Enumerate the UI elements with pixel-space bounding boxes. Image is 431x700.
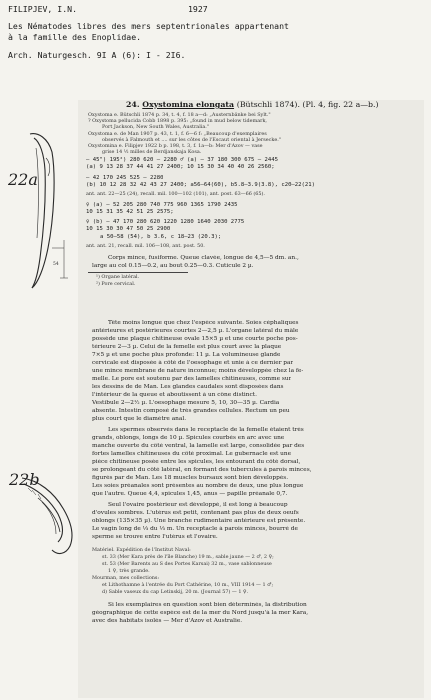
document-page: FILIPJEV, I.N. 1927 Les Nématodes libres des mers septentrionales appartenant à la famille des Enoplidae. Arch. Naturgesch. 9I A (6): I - 2I6. 22a 54 22b 24. Oxystomina elongata (Bütschli 1874). (Pl. 4, fig. 22 a—b.) Oxystoma e. Bütschli 1874 p. 34, t. 4, f. 18 a—d: „Austernbänke bei Sylt." ? Oxystoma pellucida Cobb 1898 p. 395: „found in mud below tidemark, Port Jackson, New South Wales, Australia." Oxystoma e. de Man 1907 p. 43, t. 1, f. 6—6 f: „Beaucoup d'exemplaires observés à Falmouth et .... sur les côtes de l'Escaut oriental à Jersecke." Oxystomina e. Filipjev 1922 b p. 198, t. 3, f. 1a—b: Mer d'Azov — vase grise 14 ½ milles de Berdjanskaja Kosa. — 45") 195²) 280 620 — 2280 ♂ (a) — 37 180 300 675 — 2445 (a) 9 13 28 37 44 41 27 2400; 10 15 30 34 40 40 26 2560; — 42 170 245 525 — 2280 (b) 10 12 28 32 42 43 27 2400; a56—64(60), b5.8—3.9(3.8), c20—22(21) ant. ant. 22—25 (24), recall. mil. 100—102 (101), ant. post. 63—66 (65). ♀ (a) — 52 205 280 740 775 960 1365 1790 2435 10 15 31 35 42 51 25 2575; ♀ (b) — 47 170 280 620 1220 1280 1640 2030 2775 10 15 30 30 47 50 25 2900 a 50—58 (54), b 3.6, c 18—23 (20.3); ant. ant. 21, recall. mil. 106—108, ant. post. 50. Corps mince, fusiforme. Queue clavée, longue de 4,5—5 dm. an., large au col 0.15—0.2, au bout 0.25—0.3. Cuticule 2 µ. ¹) Organe latéral. ²) Pore cervical. Tête moins longue que chez l'espèce suivante. Soies céphaliques antérieures et postérieures courtes 2—2,5 µ. L'organe latéral du mâle possède une plaque chitineuse ovale 15×5 µ et une courte poche pos- térieure 2—3 µ. Celui de la femelle est plus court avec la plaque 7×5 µ et une poche plus profonde: 11 µ. La volumineuse glande cervicale est disposée à côté de l'oesophage et unie à ce dernier par une mince membrane de nature inconnue; moins développée chez la fe- melle. Le pore est soutenu par des lamelles chitineuses, comme sur les dessins de de Man. Les glandes caudales sont disposées dans l'intérieur de la queue et aboutissent à un cône distinct. Vestibule 2—2½ µ. L'oesophage mesure 5, 10, 30—35 µ. Cardia absente. Intestin composé de très grandes cellules. Rectum un peu plus court que le diamètre anal. Les spermes observés dans le receptacle de la femelle étaient très grands, oblongs, longs de 10 µ. Spicules courbés en arc avec une manche ouverte du côté ventral, la lamelle est large, consolidée par des fortes lamelles chitineuses du côté proximal. Le gubernacle est une pièce chitineuse posée entre les spicules, les entourant du côté dorsal, se prolongeant du côté latéral, en formant des tubercules à parois minces, figurés par de Man. Les 18 muscles bursaux sont bien développés. Les soies préanales sont présentes au nombre de deux, une plus longue que l'autre. Queue 4,4, spicules 1,45, anus — papille préanale 0,7. Seul l'ovaire postérieur est développé, il est long à beaucoup d'ovules sombres. L'utérus est petit, contenant pas plus de deux oeufs oblongs (135×35 µ). Une branche rudimentaire antérieure est présente. Le vagin long de ⅓ du ⅓ m. Un receptacle à parois minces, bourré de sperme se trouve entre l'utérus et l'ovaire. Matériel. Expédition de l'Institut Naval: st. 33 (Mer Kara près de l'île Blanche) 19 m., sable jaune — 2 ♂, 2 ♀; st. 53 (Mer Barents au S des Portes Karsai) 32 m., vase sablonneuse 1 ♀, très grande. Mourman, mes collections: et Lithothamne à l'entrée du Port Cathérine, 10 m., VIII 1914 — 1 ♂; d) Sable vaseux du cap Letinskij, 20 m. (Journal 57) — 1 ♀. Si les exemplaires en question sont bien déterminés, la distribution géographique de cette espèce est de la mer du Nord jusqu'à la mer Kara, avec des habitats isolés — Mer d'Azov et Australie. bbox=[0, 0, 431, 700]
description-line: oblongs (135×35 µ). Une branche rudimentaire antérieure est présente. bbox=[92, 518, 306, 524]
description-line: cervicale est disposée à côté de l'oesophage et unie à ce dernier par bbox=[92, 360, 294, 366]
species-entry bbox=[78, 100, 424, 698]
formula-line: (a) 9 13 28 37 44 41 27 2400; 10 15 30 34 40 40 26 2560; bbox=[86, 164, 275, 170]
description-line: térieure 2—3 µ. Celui de la femelle est plus court avec la plaque bbox=[92, 344, 282, 350]
description-line: figurés par de Man. Les 18 muscles bursaux sont bien développés. bbox=[92, 475, 289, 481]
figure-label-22b: 22b bbox=[9, 470, 40, 489]
material-line: st. 53 (Mer Barents au S des Portes Karsai) 32 m., vase sablonneuse bbox=[102, 561, 272, 567]
formula-line: ant. ant. 21, recall. mil. 106—108, ant. post. 50. bbox=[86, 243, 205, 249]
description-line: sperme se trouve entre l'utérus et l'ovaire. bbox=[92, 534, 218, 540]
year: 1927 bbox=[188, 4, 208, 14]
description-line: antérieures et postérieures courtes 2—2,5 µ. L'organe latéral du mâle bbox=[92, 328, 299, 334]
synonymy-line: Oxystomina e. Filipjev 1922 b p. 198, t. 3, f. 1a—b: Mer d'Azov — vase bbox=[88, 143, 263, 149]
description-line: absente. Intestin composé de très grandes cellules. Rectum un peu bbox=[92, 408, 290, 414]
description-line: grands, oblongs, longs de 10 µ. Spicules courbés en arc avec une bbox=[92, 435, 285, 441]
species-heading bbox=[126, 100, 379, 110]
species-number: 24. bbox=[126, 100, 140, 109]
synonymy-line: Oxystoma e. Bütschli 1874 p. 34, t. 4, f. 18 a—d: „Austernbänke bei Sylt." bbox=[88, 112, 271, 118]
figure-label-22a: 22a bbox=[8, 170, 38, 189]
description-line: Vestibule 2—2½ µ. L'oesophage mesure 5, 10, 30—35 µ. Cardia bbox=[92, 400, 280, 406]
material-line: Mourman, mes collections: bbox=[92, 575, 160, 581]
formula-line: — 42 170 245 525 — 2280 bbox=[86, 175, 164, 181]
description-line: une mince membrane de nature inconnue; moins développée chez la fe- bbox=[92, 368, 304, 374]
description-line: que l'autre. Queue 4,4, spicules 1,45, anus — papille préanale 0,7. bbox=[92, 491, 288, 497]
description-line: manche ouverte du côté ventral, la lamelle est large, consolidée par des bbox=[92, 443, 305, 449]
footnote: ¹) Organe latéral. bbox=[96, 274, 140, 280]
formula-line: ant. ant. 22—25 (24), recall. mil. 100—102 (101), ant. post. 63—66 (65). bbox=[86, 191, 265, 197]
description-line: Le vagin long de ⅓ du ⅓ m. Un receptacle à parois minces, bourré de bbox=[92, 526, 298, 532]
body-measurements: large au col 0.15—0.2, au bout 0.25—0.3. Cuticule 2 µ. bbox=[92, 263, 254, 269]
author: FILIPJEV, I.N. bbox=[8, 4, 78, 14]
footnote-rule bbox=[88, 272, 188, 273]
formula-line: ♀ (b) — 47 170 280 620 1220 1280 1640 2030 2775 bbox=[86, 219, 245, 225]
description-line: Seul l'ovaire postérieur est développé, il est long à beaucoup bbox=[108, 502, 288, 508]
figure-22a-drawing bbox=[8, 128, 70, 298]
material-line: 1 ♀, très grande. bbox=[108, 568, 150, 574]
description-line: les dessins de de Man. Les glandes caudales sont disposées dans bbox=[92, 384, 284, 390]
synonymy-line: ? Oxystoma pellucida Cobb 1898 p. 395: „found in mud below tidemark, bbox=[88, 118, 267, 124]
description-line: fortes lamelles chitineuses du côté proximal. Le gubernacle est une bbox=[92, 451, 292, 457]
formula-line: 10 15 30 30 47 50 25 2900 bbox=[86, 226, 171, 232]
description-line: plus court que le diamètre anal. bbox=[92, 416, 187, 422]
synonymy-line: Port Jackson, New South Wales, Australia." bbox=[102, 124, 210, 130]
title-line-1: Les Nématodes libres des mers septentrionales appartenant bbox=[8, 21, 289, 31]
species-name: Oxystomina elongata bbox=[142, 100, 235, 109]
citation: Arch. Naturgesch. 9I A (6): I - 2I6. bbox=[8, 50, 186, 60]
description-line: d'ovules sombres. L'utérus est petit, contenant pas plus de deux oeufs bbox=[92, 510, 299, 516]
material-line: d) Sable vaseux du cap Letinskij, 20 m. (Journal 57) — 1 ♀. bbox=[102, 589, 249, 595]
formula-line: — 45") 195²) 280 620 — 2280 ♂ (a) — 37 180 300 675 — 2445 bbox=[86, 157, 278, 163]
description-line: pièce chitineuse posée entre les spicules, les entourant du côté dorsal, bbox=[92, 459, 301, 465]
conclusion-line: Si les exemplaires en question sont bien déterminés, la distribution bbox=[108, 602, 307, 608]
conclusion-line: géographique de cette espèce est de la mer du Nord jusqu'à la mer Kara, bbox=[92, 610, 309, 616]
formula-line: a 50—58 (54), b 3.6, c 18—23 (20.3); bbox=[100, 234, 222, 240]
material-line: et Lithothamne à l'entrée du Port Cathérine, 10 m., VIII 1914 — 1 ♂; bbox=[102, 582, 274, 588]
description-line: Les soies préanales sont présentes au nombre de deux, une plus longue bbox=[92, 483, 304, 489]
description-line: Les spermes observés dans le receptacle de la femelle étaient très bbox=[108, 427, 304, 433]
title-line-2: à la famille des Enoplidae. bbox=[8, 32, 142, 42]
conclusion-line: avec des habitats isolés — Mer d'Azov et Australie. bbox=[92, 618, 243, 624]
body-measurements: Corps mince, fusiforme. Queue clavée, longue de 4,5—5 dm. an., bbox=[108, 255, 299, 261]
description-line: melle. Le pore est soutenu par des lamelles chitineuses, comme sur bbox=[92, 376, 292, 382]
description-line: l'intérieur de la queue et aboutissent à un cône distinct. bbox=[92, 392, 257, 398]
material-line: st. 33 (Mer Kara près de l'île Blanche) 19 m., sable jaune — 2 ♂, 2 ♀; bbox=[102, 554, 274, 560]
formula-line: ♀ (a) — 52 205 280 740 775 960 1365 1790 2435 bbox=[86, 202, 238, 208]
synonymy-line: Oxystoma e. de Man 1907 p. 43, t. 1, f. 6—6 f: „Beaucoup d'exemplaires bbox=[88, 131, 267, 137]
formula-line: 10 15 31 35 42 51 25 2575; bbox=[86, 209, 174, 215]
description-line: se prolongeant du côté latéral, en formant des tubercules à parois minces, bbox=[92, 467, 312, 473]
description-line: 7×5 µ et une poche plus profonde: 11 µ. La volumineuse glande bbox=[92, 352, 281, 358]
material-line: Matériel. Expédition de l'Institut Naval: bbox=[92, 547, 191, 553]
formula-line: (b) 10 12 28 32 42 43 27 2400; a56—64(60), b5.8—3.9(3.8), c20—22(21) bbox=[86, 182, 316, 188]
description-line: Tête moins longue que chez l'espèce suivante. Soies céphaliques bbox=[108, 320, 299, 326]
footnote: ²) Pore cervical. bbox=[96, 281, 136, 287]
description-line: possède une plaque chitineuse ovale 15×5 µ et une courte poche pos- bbox=[92, 336, 298, 342]
species-authority: (Bütschli 1874). (Pl. 4, fig. 22 a—b.) bbox=[236, 100, 379, 109]
synonymy-line: grise 14 ½ milles de Berdjanskaja Kosa. bbox=[102, 149, 202, 155]
synonymy-line: observés à Falmouth et .... sur les côtes de l'Escaut oriental à Jersecke." bbox=[102, 137, 282, 143]
